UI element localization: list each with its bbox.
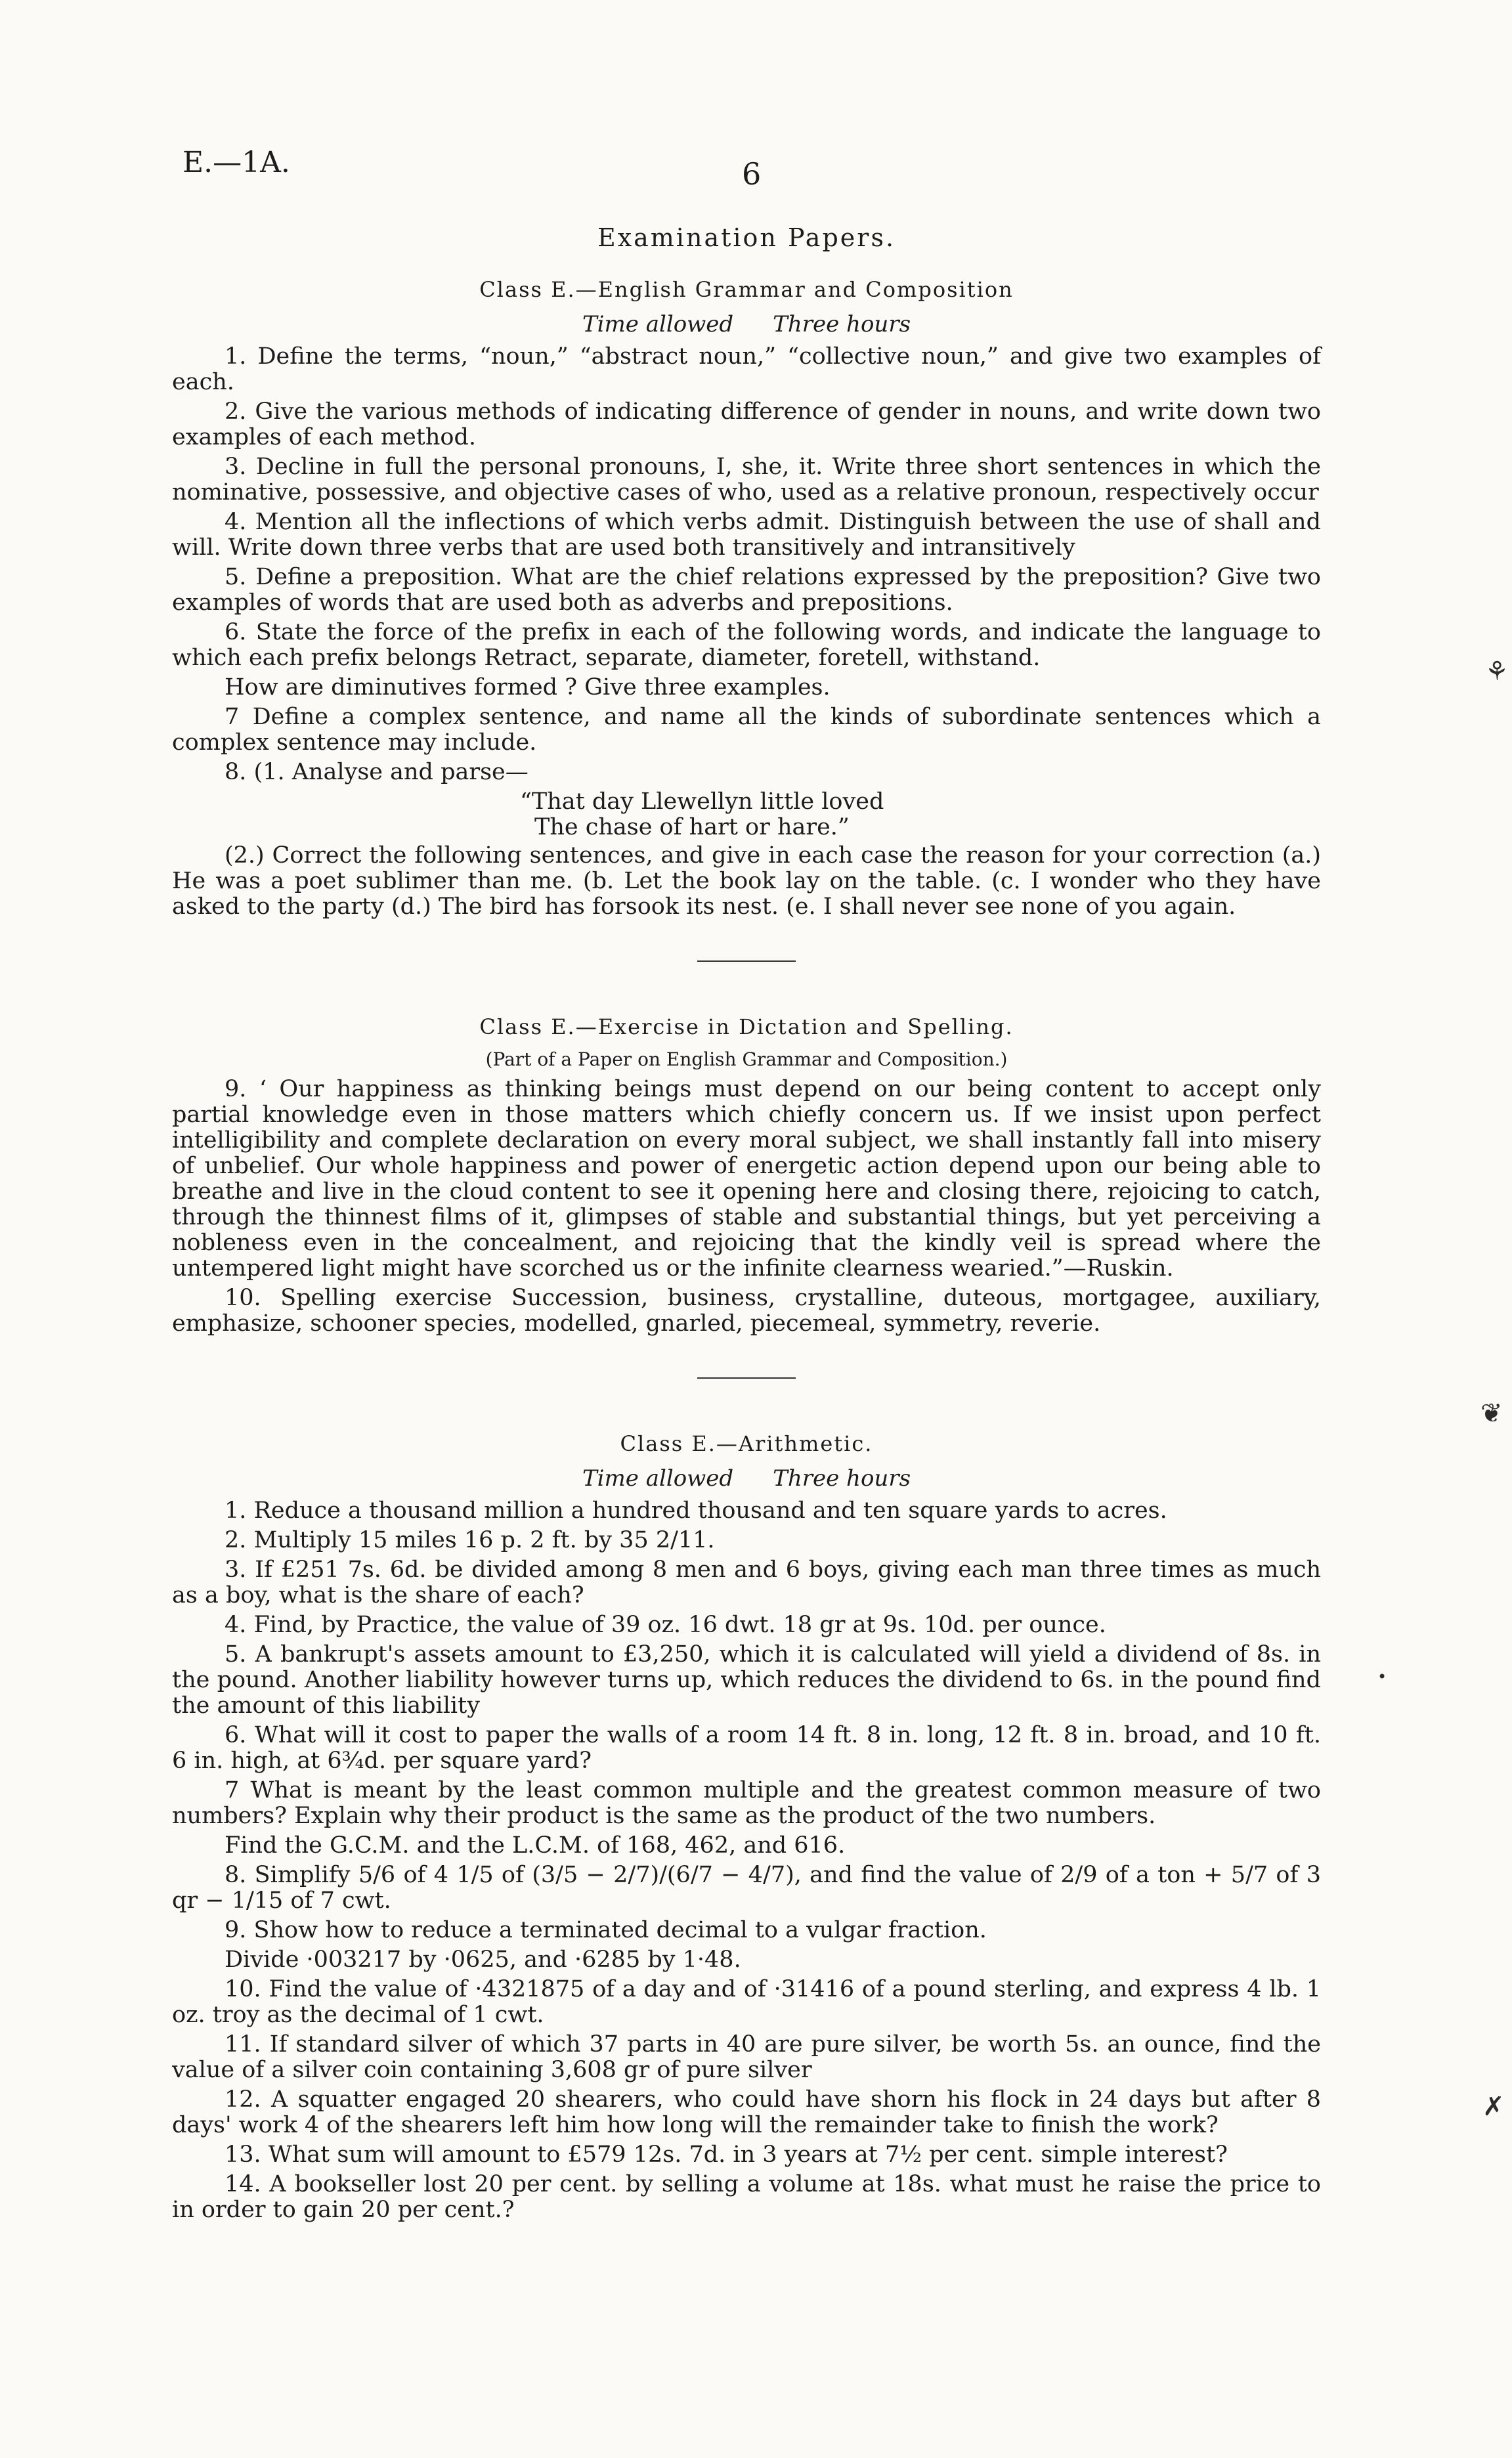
question: 9. Show how to reduce a terminated decimal to a vulgar fraction. <box>225 1917 987 1943</box>
page-number: 6 <box>742 156 762 192</box>
question: 13. What sum will amount to £579 12s. 7d. in 3 years at 7½ per cent. simple interest? <box>225 2142 1228 2168</box>
question: 2. Give the various methods of indicating difference of gender in nouns, and write down two examples of each method. <box>172 399 1321 450</box>
question: 12. A squatter engaged 20 shearers, who could have shorn his flock in 24 days but after 8 days' work 4 of the shearers left him how long will the remainder take to finish the work? <box>172 2086 1321 2138</box>
verse-line: “That day Llewellyn little loved <box>520 788 884 815</box>
question: 5. Define a preposition. What are the chief relations expressed by the preposition? Give two examples of words that are used both as adverbs and prepositions. <box>172 564 1321 616</box>
margin-mark-2: ❦ <box>1480 1398 1503 1429</box>
time-value: Three hours <box>773 311 911 337</box>
time-label: Time allowed <box>582 1465 734 1492</box>
section-dictation <box>172 1014 1321 1337</box>
time-allowed <box>172 311 1321 337</box>
question: 6. What will it cost to paper the walls of a room 14 ft. 8 in. long, 12 ft. 8 in. broad, and 10 ft. 6 in. high, at 6¾d. per square yard? <box>172 1722 1321 1774</box>
question: 10. Spelling exercise Succession, business, crystalline, duteous, mortgagee, auxiliary, emphasize, schooner species, modelled, gnarled, piecemeal, symmetry, reverie. <box>172 1285 1321 1337</box>
question: (2.) Correct the following sentences, and give in each case the reason for your correction (a.) He was a poet sublimer than me. (b. Let the book lay on the table. (c. I wonder who they have asked to the party (d.) The bird has forsook its nest. (e. I shall never see none of you again. <box>172 842 1321 920</box>
question: 8. (1. Analyse and parse— <box>225 759 529 785</box>
question: 6. State the force of the prefix in each of the following words, and indicate the language to which each prefix belongs Retract, separate, diameter, foretell, withstand. <box>172 619 1321 671</box>
section-divider <box>697 1377 796 1379</box>
question: 4. Mention all the inflections of which verbs admit. Distinguish between the use of shall and will. Write down three verbs that are used both transitively and intransitively <box>172 509 1321 561</box>
section-title: Class E.—Arithmetic. <box>620 1431 873 1456</box>
main-title: Examination Papers. <box>597 223 896 252</box>
section-divider <box>697 960 796 962</box>
question: 1. Define the terms, “noun,” “abstract noun,” “collective noun,” and give two examples of each. <box>172 343 1321 395</box>
time-allowed <box>172 1465 1321 1492</box>
question: 5. A bankrupt's assets amount to £3,250, which it is calculated will yield a dividend of 8s. in the pound. Another liability however turns up, which reduces the dividend to 6s. in the pound find the amount of this liability <box>172 1641 1321 1719</box>
time-value: Three hours <box>773 1465 911 1492</box>
question: 11. If standard silver of which 37 parts in 40 are pure silver, be worth 5s. an ounce, find the value of a silver coin containing 3,608 gr of pure silver <box>172 2031 1321 2083</box>
question: 7 Define a complex sentence, and name all the kinds of subordinate sentences which a complex sentence may include. <box>172 704 1321 756</box>
section-title: Class E.—Exercise in Dictation and Spelling. <box>479 1014 1014 1039</box>
question: 10. Find the value of ·4321875 of a day and of ·31416 of a pound sterling, and express 4 lb. 1 oz. troy as the decimal of 1 cwt. <box>172 1976 1321 2028</box>
margin-mark-4: • <box>1377 1668 1387 1686</box>
document-body <box>172 223 1321 2227</box>
question: 3. If £251 7s. 6d. be divided among 8 men and 6 boys, giving each man three times as much as a boy, what is the share of each? <box>172 1557 1321 1608</box>
verse-line: The chase of hart or hare.” <box>534 814 850 840</box>
section-english-grammar <box>172 277 1321 920</box>
question: 1. Reduce a thousand million a hundred thousand and ten square yards to acres. <box>225 1498 1167 1524</box>
question: 4. Find, by Practice, the value of 39 oz. 16 dwt. 18 gr at 9s. 10d. per ounce. <box>225 1612 1106 1638</box>
question: Divide ·003217 by ·0625, and ·6285 by 1·48. <box>225 1947 741 1973</box>
margin-mark-1: ⚘ <box>1485 657 1509 687</box>
question: 8. Simplify 5/6 of 4 1/5 of (3/5 − 2/7)/(6/7 − 4/7), and find the value of 2/9 of a ton + 5/7 of 3 qr − 1/15 of 7 cwt. <box>172 1862 1321 1914</box>
quoted-verse <box>520 789 1321 840</box>
section-note: (Part of a Paper on English Grammar and Composition.) <box>485 1048 1008 1070</box>
question: Find the G.C.M. and the L.C.M. of 168, 462, and 616. <box>225 1832 846 1859</box>
document-reference: E.—1A. <box>183 146 290 179</box>
question: 7 What is meant by the least common multiple and the greatest common measure of two numbers? Explain why their product is the same as the product of the two numbers. <box>172 1777 1321 1829</box>
margin-mark-3: ✗ <box>1482 2092 1505 2122</box>
question: 9. ‘ Our happiness as thinking beings must depend on our being content to accept only partial knowledge even in those matters which chiefly concern us. If we insist upon perfect intelligibility and complete declaration on every moral subject, we shall instantly fall into misery of unbelief. Our whole happiness and power of energetic action depend upon our being able to breathe and live in the cloud content to see it opening here and closing there, rejoicing to catch, through the thinnest films of it, glimpses of stable and substantial things, but yet perceiving a nobleness even in the concealment, and rejoicing that the kindly veil is spread where the untempered light might have scorched us or the infinite clearness wearied.”—Ruskin. <box>172 1076 1321 1282</box>
section-arithmetic <box>172 1431 1321 2223</box>
question: How are diminutives formed ? Give three examples. <box>225 674 831 701</box>
section-title: Class E.—English Grammar and Composition <box>479 277 1014 302</box>
question: 14. A bookseller lost 20 per cent. by selling a volume at 18s. what must he raise the price to in order to gain 20 per cent.? <box>172 2171 1321 2223</box>
question: 3. Decline in full the personal pronouns, I, she, it. Write three short sentences in which the nominative, possessive, and objective cases of who, used as a relative pronoun, respectively occur <box>172 454 1321 506</box>
question: 2. Multiply 15 miles 16 p. 2 ft. by 35 2/11. <box>225 1527 715 1553</box>
time-label: Time allowed <box>582 311 734 337</box>
